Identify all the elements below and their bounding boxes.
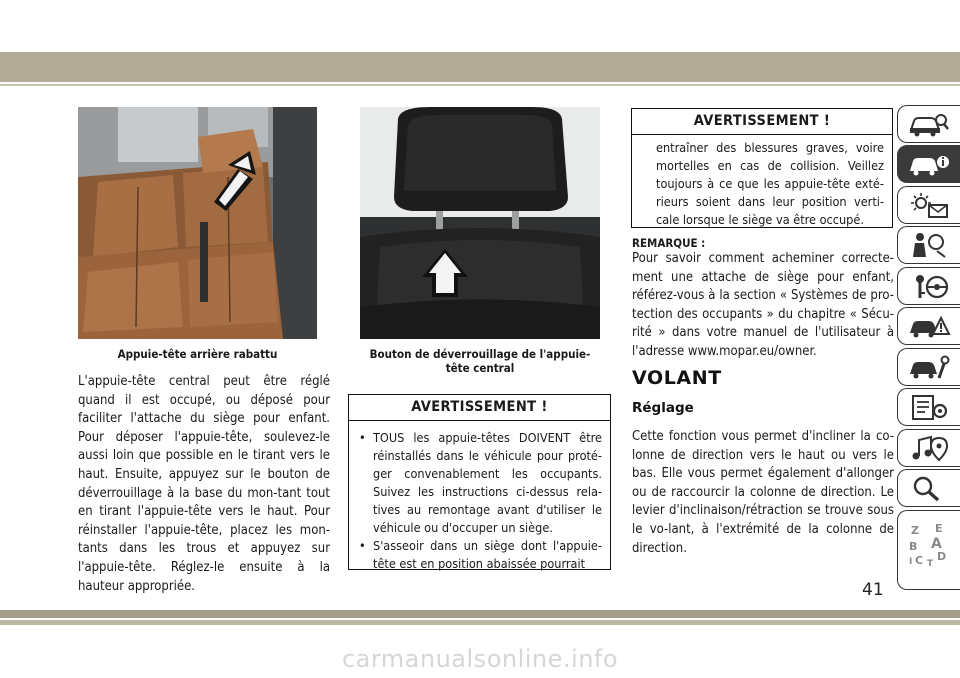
header-rule bbox=[0, 84, 960, 86]
right-figure-caption: Bouton de déverrouillage de l'appuie-tête central bbox=[369, 347, 591, 375]
warning-list bbox=[349, 421, 610, 573]
tab-specifications[interactable] bbox=[897, 388, 960, 426]
car-hazard-icon bbox=[907, 312, 951, 340]
index-letter: A bbox=[931, 536, 942, 552]
index-letter: B bbox=[909, 540, 918, 553]
steering-wheel-key-icon bbox=[907, 272, 951, 300]
music-nav-phone-icon bbox=[907, 434, 951, 462]
footer-band bbox=[0, 610, 960, 618]
index-letter: I bbox=[909, 557, 913, 567]
watermark: carmanualsonline.info bbox=[341, 645, 619, 673]
airbag-person-icon bbox=[907, 231, 951, 259]
left-figure-caption: Appuie-tête arrière rabattu bbox=[117, 347, 278, 361]
tab-multimedia[interactable] bbox=[897, 429, 960, 467]
alphabet-index-icon bbox=[907, 520, 951, 580]
tab-servicing[interactable] bbox=[897, 348, 960, 386]
section-title: VOLANT bbox=[632, 367, 722, 389]
warning-box-headrests bbox=[348, 394, 611, 570]
footer-rule bbox=[0, 620, 960, 625]
car-wrench-icon bbox=[907, 353, 951, 381]
warning-title: AVERTISSEMENT ! bbox=[349, 395, 610, 421]
page-number: 41 bbox=[862, 580, 884, 600]
note-label: REMARQUE : bbox=[632, 236, 706, 250]
index-letter: T bbox=[927, 559, 934, 569]
tab-safety[interactable] bbox=[897, 226, 960, 264]
headrest-removal-paragraph: L'appuie-tête central peut être réglé quand il est occupé, ou déposé pour faciliter l'attache du siège pour enfant. Pour déposer l'appuie-tête, soulevez-le aussi loin que possible en le tirant vers le haut. Ensuite, appuyez sur le bouton de déverrouillage à la base du mon-tant tout en tirant l'appuie-tête vers le haut. Pour réinstaller l'appuie-tête, placez les mon-tants dans les trous et appuyez sur l'appuie-tête. Réglez-le ensuite à la hauteur appropriée. bbox=[78, 374, 330, 594]
tab-index-search[interactable] bbox=[897, 469, 960, 507]
tab-warning-lights[interactable] bbox=[897, 186, 960, 224]
tab-car-search[interactable] bbox=[897, 105, 960, 143]
tab-emergency[interactable] bbox=[897, 307, 960, 345]
car-search-icon bbox=[907, 110, 951, 138]
warning-box-continued bbox=[631, 108, 893, 228]
warning-item: • TOUS les appuie-têtes DOIVENT être réinstallés dans le véhicule pour proté-ger convenablement les occupants. Suivez les instructions ci-dessus rela-tives au remontage avant d'utiliser le véhicule ou d'occuper un siège. bbox=[359, 429, 602, 537]
warning-title: AVERTISSEMENT ! bbox=[632, 109, 892, 135]
search-icon bbox=[907, 474, 951, 502]
car-info-icon bbox=[907, 150, 951, 178]
index-letter: Z bbox=[911, 524, 919, 537]
section-subtitle: Réglage bbox=[632, 400, 694, 416]
rear-seat-photo bbox=[78, 107, 317, 339]
tab-starting-operating[interactable] bbox=[897, 267, 960, 305]
tab-car-info[interactable] bbox=[897, 145, 960, 183]
headrest-release-photo bbox=[360, 107, 600, 339]
spec-list-gear-icon bbox=[907, 393, 951, 421]
steering-adjustment-text: Cette fonction vous permet d'incliner la co-lonne de direction vers le haut ou vers le bas. Elle vous permet également d'allonger ou de raccourcir la colonne de direction. Le levier d'inclinaison/rétraction se trouve sous le vo-lant, à l'extrémité de la colonne de direction. bbox=[632, 429, 894, 556]
index-letter: E bbox=[935, 522, 943, 535]
index-letter: D bbox=[937, 550, 947, 563]
index-letter: C bbox=[915, 554, 924, 567]
note-text: Pour savoir comment acheminer correcte-ment une attache de siège pour enfant, référez-vous à la section « Systèmes de pro-tection des occupants » du chapitre « Sécu-rité » dans votre manuel de l'utilisateur à l'adresse www.mopar.eu/owner. bbox=[632, 251, 894, 359]
warning-light-message-icon bbox=[907, 191, 951, 219]
warning-item: • S'asseoir dans un siège dont l'appuie-tête est en position abaissée pourrait bbox=[359, 537, 602, 573]
tab-index-alphabet[interactable] bbox=[897, 510, 960, 590]
warning-continued-text: entraîner des blessures graves, voire mortelles en cas de collision. Veillez toujours à ce que les appuie-tête exté-rieurs soient dans leur position verti-cale lorsque le siège va être occupé. bbox=[656, 140, 884, 227]
header-band bbox=[0, 52, 960, 82]
